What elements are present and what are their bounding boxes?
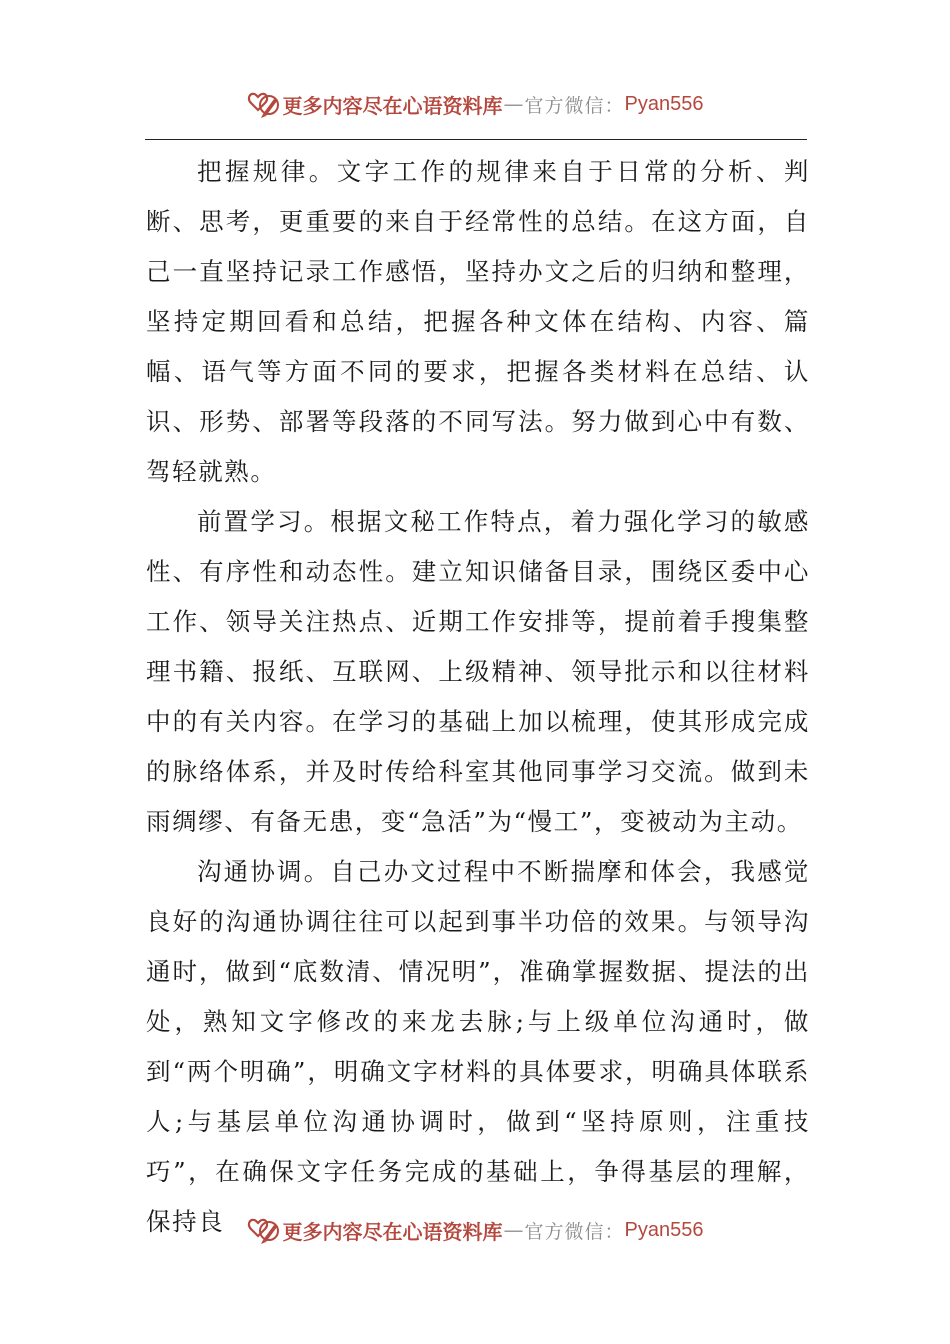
footer-wechat-id: Pyan556 (624, 1218, 704, 1241)
header-official-label: 官方微信： (524, 94, 625, 117)
header-dash: — (503, 92, 524, 116)
footer-brand: 更多内容尽在心语资料库 (282, 1219, 503, 1244)
pen-heart-logo-icon (247, 1213, 281, 1247)
pen-heart-logo-icon (247, 87, 281, 121)
header-divider (145, 139, 807, 140)
footer-official-label: 官方微信： (524, 1220, 625, 1243)
header-brand: 更多内容尽在心语资料库 (282, 93, 503, 118)
paragraph-3: 沟通协调。自己办文过程中不断揣摩和体会，我感觉良好的沟通协调往往可以起到事半功倍的效果。与领导沟通时，做到“底数清、情况明”，准确掌握数据、提法的出处，熟知文字修改的来龙去脉;与上级单位沟通时，做到“两个明确”，明确文字材料的具体要求，明确具体联系人;与基层单位沟通协调时，做到“坚持原则，注重技巧”，在确保文字任务完成的基础上，争得基层的理解，保持良 (146, 857, 810, 1236)
paragraph-1: 把握规律。文字工作的规律来自于日常的分析、判断、思考，更重要的来自于经常性的总结。在这方面，自己一直坚持记录工作感悟，坚持办文之后的归纳和整理，坚持定期回看和总结，把握各种文体在结构、内容、篇幅、语气等方面不同的要求，把握各类材料在总结、认识、形势、部署等段落的不同写法。努力做到心中有数、驾轻就熟。 (146, 157, 810, 486)
footer-banner (0, 1210, 950, 1250)
document-body (146, 147, 810, 1247)
footer-dash: — (503, 1218, 524, 1242)
header-banner (0, 84, 950, 124)
header-wechat-id: Pyan556 (624, 92, 704, 115)
paragraph-2: 前置学习。根据文秘工作特点，着力强化学习的敏感性、有序性和动态性。建立知识储备目录，围绕区委中心工作、领导关注热点、近期工作安排等，提前着手搜集整理书籍、报纸、互联网、上级精神、领导批示和以往材料中的有关内容。在学习的基础上加以梳理，使其形成完成的脉络体系，并及时传给科室其他同事学习交流。做到未雨绸缪、有备无患，变“急活”为“慢工”，变被动为主动。 (146, 507, 810, 836)
